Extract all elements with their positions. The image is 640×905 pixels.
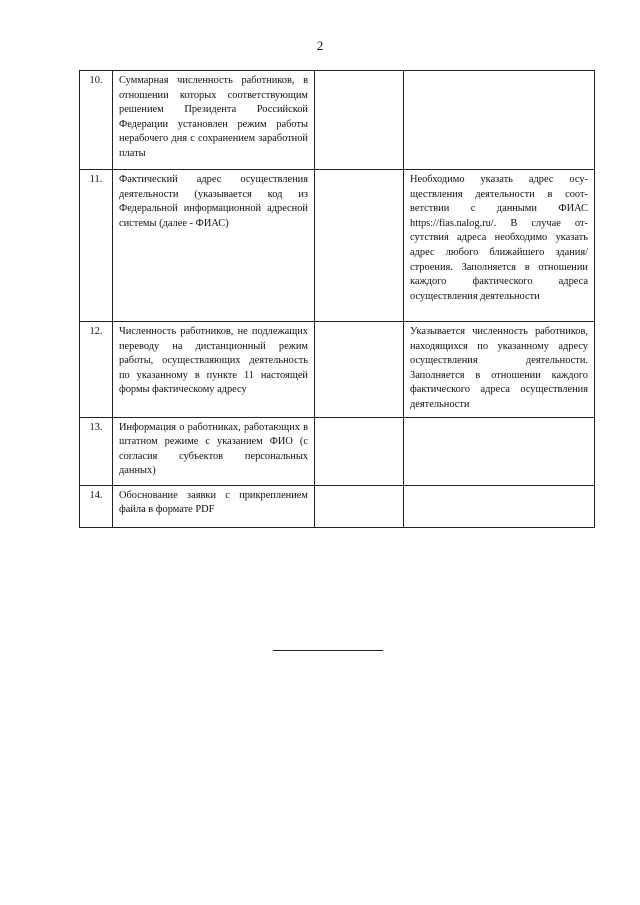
row-note — [404, 71, 595, 170]
row-field-name: Фактический адрес осуществления деятельности (указывается код из Федеральной информационной адресной системы (далее - ФИАС) — [113, 170, 315, 322]
table-row — [80, 170, 595, 322]
row-number: 10. — [80, 71, 113, 170]
row-note: Указывается численность работников, находящихся по указанному адресу осуществления деятельности. Заполняется в отношении каждого фактического адреса осуществления деятельности — [404, 322, 595, 418]
row-field-name: Обоснование заявки с прикреплением файла в формате PDF — [113, 485, 315, 527]
row-field-name: Численность работников, не подлежащих переводу на дистанционный режим работы, осуществляющих деятельность по указанному в пункте 11 настоящей формы фактическому адресу — [113, 322, 315, 418]
row-number: 14. — [80, 485, 113, 527]
separator-line — [273, 650, 383, 651]
row-number: 11. — [80, 170, 113, 322]
row-value-cell[interactable] — [315, 485, 404, 527]
row-field-name: Суммарная численность работников, в отношении которых соответствующим решением Президента Российской Федерации установлен режим работы нерабочего дня с сохранением заработной платы — [113, 71, 315, 170]
row-number: 12. — [80, 322, 113, 418]
row-note: Необходимо указать адрес осуществления деятельности в соответствии с данными ФИАС https://fias.nalog.ru/. В случае отсутствия адреса необходимо указать адрес любого ближайшего здания/строения. Заполняется в отношении каждого фактического адреса осуществления деятельности — [404, 170, 595, 322]
row-note — [404, 417, 595, 485]
row-number: 13. — [80, 417, 113, 485]
table-row — [80, 322, 595, 418]
table-row — [80, 71, 595, 170]
row-value-cell[interactable] — [315, 322, 404, 418]
form-table — [79, 70, 595, 528]
row-value-cell[interactable] — [315, 170, 404, 322]
page-number: 2 — [316, 38, 324, 53]
row-note — [404, 485, 595, 527]
row-value-cell[interactable] — [315, 71, 404, 170]
row-field-name: Информация о работниках, работающих в штатном режиме с указанием ФИО (с согласия субъектов персональных данных) — [113, 417, 315, 485]
table-row — [80, 485, 595, 527]
table-row — [80, 417, 595, 485]
row-value-cell[interactable] — [315, 417, 404, 485]
